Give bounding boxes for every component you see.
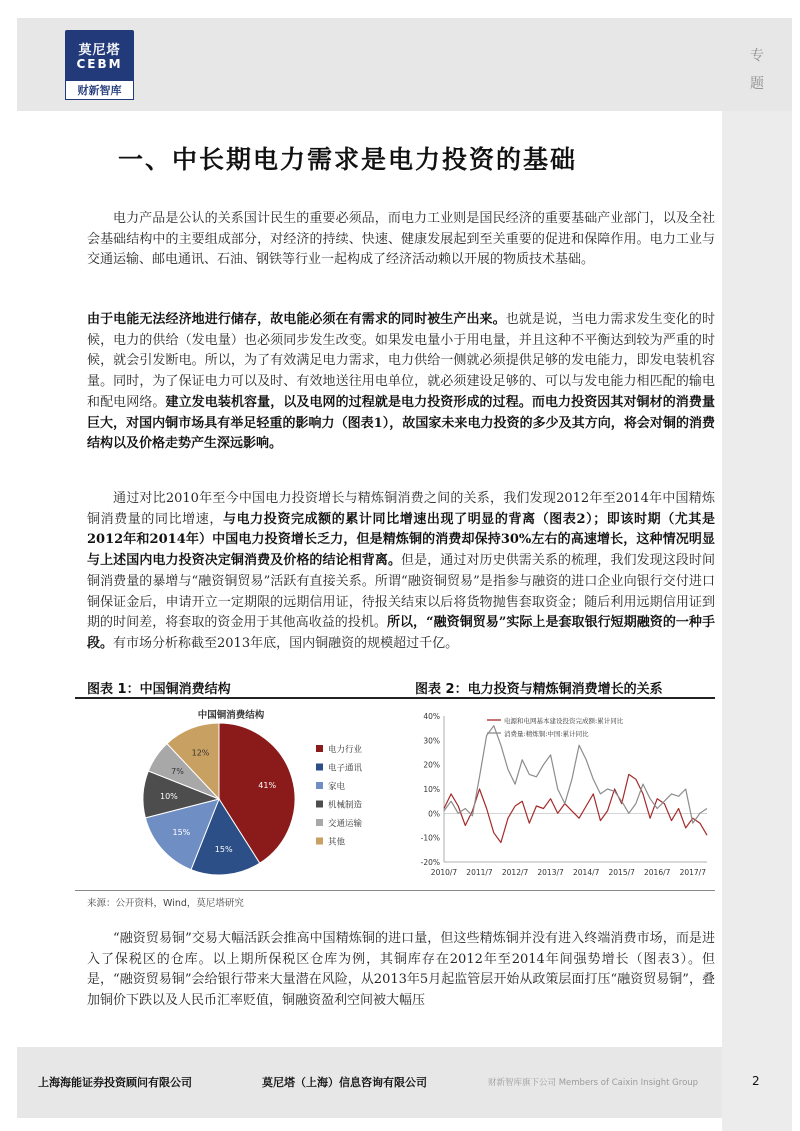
footer-side-band [722,1047,792,1131]
side-band [722,111,792,1131]
figure-bottom-rule [75,890,715,891]
legend-label-0: 电力行业 [328,745,363,755]
side-label-char-2: 题 [750,76,764,92]
legend-label-2: 家电 [328,782,346,792]
p3-text-3: 有市场分析称截至2013年底，国内铜融资的规模超过千亿。 [113,635,459,651]
p3-text-1: 通过对比2010年至今中国电力投资增长与精炼铜消费之间的关系，我们发现2012年至2014年中国精炼铜消费量的同比增速， [87,491,715,527]
legend-label-4: 交通运输 [328,819,363,829]
page-number: 2 [752,1074,760,1088]
figure-title-rule [75,697,715,699]
logo-en-text: CEBM [76,57,123,71]
y-tick-label: -10% [420,833,440,843]
footer-company-2: 莫尼塔（上海）信息咨询有限公司 [262,1076,427,1089]
figure-2-title: 图表 2：电力投资与精炼铜消费增长的关系 [415,682,663,697]
pie-value-label-0: 41% [258,781,277,790]
legend-swatch-1 [316,764,323,771]
pie-title: 中国铜消费结构 [197,710,265,721]
figure-source: 来源：公开资料，Wind，莫尼塔研究 [87,898,244,909]
line-legend-label-0: 电源和电网基本建设投资完成额:累计同比 [504,717,624,725]
logo-sub-text: 财新智库 [65,80,134,100]
y-tick-label: 20% [423,760,440,770]
line-series-0 [444,774,707,842]
figure-1-title: 图表 1：中国铜消费结构 [87,682,231,697]
legend-swatch-4 [316,819,323,826]
logo-cn-text: 莫尼塔 [78,43,121,58]
x-tick-label: 2012/7 [501,868,529,877]
legend-swatch-5 [316,838,323,845]
section-side-label [740,42,774,98]
p2-bold-1: 由于电能无法经济地进行储存，故电能必须在有需求的同时被生产出来。 [87,312,506,327]
pie-legend [316,744,363,848]
p2-bold-2: 建立发电装机容量，以及电网的过程就是电力投资形成的过程。而电力投资因其对铜材的消费量巨大，对国内铜市场具有举足轻重的影响力（图表1），故国家未来电力投资的多少及其方向，将会对铜的消费结构以及价格走势产生深远影响。 [87,394,715,452]
legend-swatch-2 [316,782,323,789]
line-series-1 [444,726,707,823]
paragraph-1: 电力产品是公认的关系国计民生的重要必须品，而电力工业则是国民经济的重要基础产业部门，以及全社会基础结构中的主要组成部分，对经济的持续、快速、健康发展起到至关重要的促进和保障作用。电力工业与交通运输、邮电通讯、石油、钢铁等行业一起构成了经济活动赖以开展的物质技术基础。 [87,211,715,268]
y-tick-label: 30% [423,736,440,746]
footer-group-text: 财新智库旗下公司 Members of Caixin Insight Group [488,1078,699,1088]
p3-text-2: 但是，通过对历史供需关系的梳理，我们发现这段时间铜消费量的暴增与“融资铜贸易”活跃有直接关系。所谓“融资铜贸易”是指参与融资的进口企业向银行交付进口铜保证金后，申请开立一定期限的远期信用证，待报关结束以后将货物抛售套取资金；随后利用远期信用证到期的时间差，将套取的资金用于其他高收益的投机。 [87,553,715,631]
p3-bold-1: 与电力投资完成额的累计同比增速出现了明显的背离（图表2）；即该时期（尤其是2012年和2014年）中国电力投资增长乏力，但是精炼铜的消费却保持30%左右的高速增长，这种情况明显与上述国内电力投资决定铜消费及价格的结论相背离。 [87,511,715,569]
legend-swatch-0 [316,745,323,752]
footer-company-1: 上海海能证券投资顾问有限公司 [38,1076,192,1089]
x-tick-label: 2014/7 [573,868,600,877]
x-tick-label: 2015/7 [608,868,635,877]
x-tick-label: 2010/7 [430,868,458,877]
legend-label-1: 电子通讯 [328,763,363,774]
x-tick-label: 2016/7 [644,868,671,877]
figure-1-pie-chart [133,703,393,883]
pie-value-label-2: 15% [172,828,191,838]
pie-value-label-1: 15% [214,844,233,854]
side-label-char-1: 专 [750,48,764,64]
pie-value-label-4: 7% [171,766,184,776]
y-tick-label: 10% [423,785,440,794]
legend-swatch-3 [316,801,323,808]
line-legend-label-1: 消费量:精炼铜:中国:累计同比 [504,730,589,738]
paragraph-3 [87,489,715,655]
line-chart-series [444,726,707,843]
pie-value-label-3: 10% [160,791,178,801]
figure-2-line-chart [415,703,715,888]
y-tick-label: -20% [420,858,440,867]
p2-text-1: 也就是说，当电力需求发生变化的时候，电力的供给（发电量）也必须同步发生改变。如果发电量小于用电量，并且这种不平衡达到较为严重的时候，就会引发断电。所以，为了有效满足电力需求，电力供给一侧就必须提供足够的发电能力，即发电装机容量。同时，为了保证电力可以及时、有效地送往用电单位，就必须建设足够的、可以与发电能力相匹配的输电和配电网络。 [87,312,715,410]
legend-label-5: 其他 [328,837,346,848]
x-tick-label: 2017/7 [679,868,706,877]
y-tick-label: 40% [423,712,440,721]
x-tick-label: 2011/7 [466,868,493,877]
line-chart-legend [487,716,624,738]
p3-bold-2: 所以，“融资铜贸易”实际上是套取银行短期融资的一种手段。 [87,615,715,651]
x-tick-label: 2013/7 [537,868,564,877]
pie-value-label-5: 12% [191,748,210,758]
paragraph-2 [87,310,715,455]
company-logo [65,30,134,100]
y-tick-label: 0% [428,809,440,819]
page-title: 一、中长期电力需求是电力投资的基础 [118,145,578,174]
paragraph-4: “融资贸易铜”交易大幅活跃会推高中国精炼铜的进口量，但这些精炼铜并没有进入终端消费市场，而是进入了保税区的仓库。以上期所保税区仓库为例，其铜库存在2012年至2014年间强势增长（图表3）。但是，“融资贸易铜”会给银行带来大量潜在风险，从2013年5月起监管层开始从政策层面打压“融资贸易铜”，叠加铜价下跌以及人民币汇率贬值，铜融资盈利空间被大幅压 [87,931,715,1009]
legend-label-3: 机械制造 [328,800,363,811]
